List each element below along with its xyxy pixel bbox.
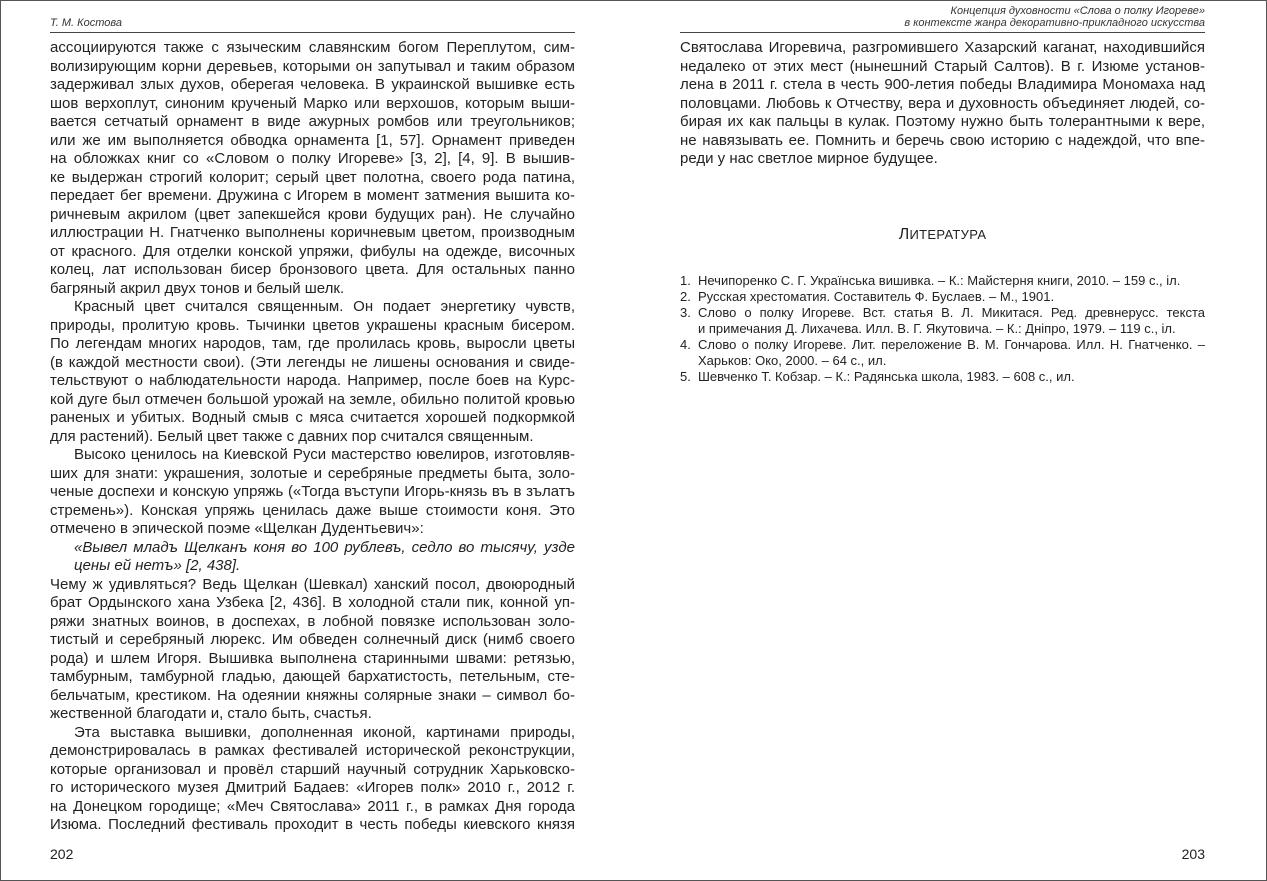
page-number-right: 203 bbox=[1181, 846, 1205, 862]
text-line: половцами. Любовь к Отчеству, вера и духовность объединяет людей, со- bbox=[680, 94, 1205, 112]
text-line: реди у нас светлое мирное будущее. bbox=[680, 150, 938, 167]
text-line: на Донецком городище; «Меч Святослава» 2011 г., в рамках Дня города bbox=[50, 797, 575, 815]
text-line: (в каждой местности свои). (Эти легенды не лишены основания и свиде- bbox=[50, 353, 575, 371]
reference-number: 3. bbox=[680, 305, 691, 320]
reference-text: Харьков: Око, 2000. – 64 с., ил. bbox=[698, 353, 887, 368]
reference-text: Слово о полку Игореве. Лит. переложение В. М. Гончарова. Илл. Н. Гнатченко. – bbox=[698, 337, 1205, 352]
text-line: Красный цвет считался священным. Он подает энергетику чувств, bbox=[74, 298, 575, 315]
text-line: багряный акрил двух тонов и белый шелк. bbox=[50, 279, 345, 297]
reference-item bbox=[680, 369, 1205, 385]
reference-text: Слово о полку Игореве. Вст. статья В. Л. Микитася. Ред. древнерусс. текста bbox=[698, 305, 1205, 320]
text-line: кой дуге был отмечен большой урожай на земле, обильно политой кровью bbox=[50, 390, 575, 408]
reference-number: 1. bbox=[680, 273, 691, 288]
text-line: ричневым акрилом (цвет запекшейся крови будущих ран). Не случайно bbox=[50, 205, 575, 223]
text-line: лена в 2011 г. стела в честь 900-летия победы Владимира Мономаха над bbox=[680, 76, 1205, 93]
text-line: недалеко от этих мест (нынешний Старый Салтов). В г. Изюме установ- bbox=[680, 57, 1205, 75]
text-line: на обложках книг со «Словом о полку Игореве» [3, 2], [4, 9]. В вышив- bbox=[50, 150, 575, 167]
reference-number: 4. bbox=[680, 337, 691, 352]
reference-text: Нечипоренко С. Г. Українська вишивка. – К.: Майстерня книги, 2010. – 159 с., іл. bbox=[698, 273, 1181, 288]
text-line: ченые доспехи и конскую упряжь («Тогда въступи Игорь-князь въ в зълатъ bbox=[50, 483, 575, 500]
reference-item bbox=[680, 289, 1205, 305]
text-line: ке выдержан строгий колорит; серый цвет полотна, своего рода патина, bbox=[50, 168, 575, 186]
references-list bbox=[680, 273, 1205, 385]
running-head-title bbox=[680, 6, 1205, 33]
heading-rest: ИТЕРАТУРА bbox=[909, 227, 987, 242]
text-line: Эта выставка вышивки, дополненная иконой, картинами природы, bbox=[74, 723, 575, 741]
reference-item bbox=[680, 305, 1205, 337]
text-line: передает бег времени. Дружина с Игорем в момент затмения вышита ко- bbox=[50, 187, 575, 204]
text-line: «Вывел младъ Щелканъ коня во 100 рублевъ, седло во тысячу, узде bbox=[74, 538, 575, 556]
text-line: го исторического музея Дмитрий Бадаев: «Игорев полк» 2010 г., 2012 г. bbox=[50, 779, 575, 796]
text-line: демонстрировалась в рамках фестивалей исторической реконструкции, bbox=[50, 742, 575, 759]
reference-item bbox=[680, 273, 1205, 289]
page-number-left: 202 bbox=[50, 846, 74, 862]
reference-number: 2. bbox=[680, 289, 691, 304]
text-line: для растений). Белый цвет также с давних пор считался священным. bbox=[50, 427, 534, 445]
text-line: Высоко ценилось на Киевской Руси мастерство ювелиров, изготовляв- bbox=[74, 446, 575, 463]
text-line: ряжи знатных воинов, в доспехах, в лобной повязке использован золо- bbox=[50, 612, 575, 630]
right-body-text bbox=[680, 39, 1205, 169]
left-body-text bbox=[50, 39, 575, 835]
text-line: бельчатым, крестиком. На одеянии княжны солярные знаки – символ бо- bbox=[50, 686, 575, 704]
text-line: от красного. Для отделки конской упряжи, фибулы на одежде, височных bbox=[50, 242, 575, 260]
text-line: шов верхоплут, синоним крученый Марко или верхошов, которым выши- bbox=[50, 94, 575, 112]
running-head-author bbox=[50, 6, 575, 33]
text-line: По легендам многих народов, там, где пролилась кровь, выросли цветы bbox=[50, 335, 575, 352]
references-heading bbox=[680, 226, 1205, 244]
text-line: рода) и шлем Игоря. Вышивка выполнена старинными швами: ретязью, bbox=[50, 649, 575, 667]
text-line: отмечено в эпической поэме «Щелкан Дудентьевич»: bbox=[50, 520, 424, 537]
text-line: тистый и серебряный люрекс. Им обведен солнечный диск (нимб своего bbox=[50, 631, 575, 648]
author-name: Т. М. Костова bbox=[50, 17, 123, 29]
text-line: ассоциируются также с языческим славянским богом Переплутом, сим- bbox=[50, 39, 575, 56]
text-line: раненых и убитых. Водный смыв с мяса считается хорошей подкормкой bbox=[50, 409, 575, 426]
text-line: которые организовал и провёл старший научный сотрудник Харьковско- bbox=[50, 760, 575, 778]
text-line: иллюстрации Н. Гнатченко выполнены коричневым цветом, производным bbox=[50, 224, 575, 241]
text-line: волизирующим корни деревьев, которыми он запутывал и таким образом bbox=[50, 57, 575, 75]
text-line: ших для знати: украшения, золотые и серебряные предметы быта, золо- bbox=[50, 464, 575, 482]
reference-number: 5. bbox=[680, 369, 691, 384]
text-line: тельствуют о наблюдательности народа. Например, после боев на Курс- bbox=[50, 372, 575, 389]
text-line: цены ей нетъ» [2, 438]. bbox=[74, 557, 241, 574]
text-line: бирая их как пальцы в кулак. Поэтому нужно быть толерантными к вере, bbox=[680, 113, 1205, 130]
text-line: Чему ж удивляться? Ведь Щелкан (Шевкал) ханский посол, двоюродный bbox=[50, 575, 575, 593]
text-line: или же им выполняется обводка орнамента [1, 57]. Орнамент приведен bbox=[50, 131, 575, 149]
text-line: жественной благодати и, стало быть, счастья. bbox=[50, 705, 372, 722]
text-line: Святослава Игоревича, разгромившего Хазарский каганат, находившийся bbox=[680, 39, 1205, 56]
text-line: колец, лат использован бисер бронзового цвета. Для остальных панно bbox=[50, 261, 575, 278]
text-line: не навязывать ее. Помнить и беречь свою историю с надеждой, что впе- bbox=[680, 131, 1205, 149]
reference-text: и примечания Д. Лихачева. Илл. В. Г. Якутовича. – К.: Дніпро, 1979. – 119 с., іл. bbox=[698, 321, 1176, 336]
text-line: задерживал злых духов, оберегая человека. В украинской вышивке есть bbox=[50, 76, 575, 93]
text-line: стремень»). Конская упряжь ценилась даже выше стоимости коня. Это bbox=[50, 501, 575, 519]
reference-text: Русская хрестоматия. Составитель Ф. Буслаев. – М., 1901. bbox=[698, 289, 1055, 304]
text-line: Изюма. Последний фестиваль проходит в честь победы киевского князя bbox=[50, 816, 575, 833]
running-head-line: Концепция духовности «Слова о полку Игореве» bbox=[950, 5, 1205, 17]
text-line: вается сетчатый орнамент в виде ажурных ромбов или треугольников; bbox=[50, 113, 575, 130]
text-line: природы, пролитую кровь. Тычинки цветов украшены красным бисером. bbox=[50, 316, 575, 334]
text-line: тамбурным, тамбурной гладью, дающей бархатистость, петельным, сте- bbox=[50, 668, 575, 685]
reference-text: Шевченко Т. Кобзар. – К.: Радянська школа, 1983. – 608 с., ил. bbox=[698, 369, 1075, 384]
heading-initial: Л bbox=[898, 226, 910, 243]
text-line: брат Ордынского хана Узбека [2, 436]. В холодной стали пик, конной уп- bbox=[50, 594, 575, 611]
running-head-line: в контексте жанра декоративно-прикладного искусства bbox=[904, 17, 1205, 29]
reference-item bbox=[680, 337, 1205, 369]
